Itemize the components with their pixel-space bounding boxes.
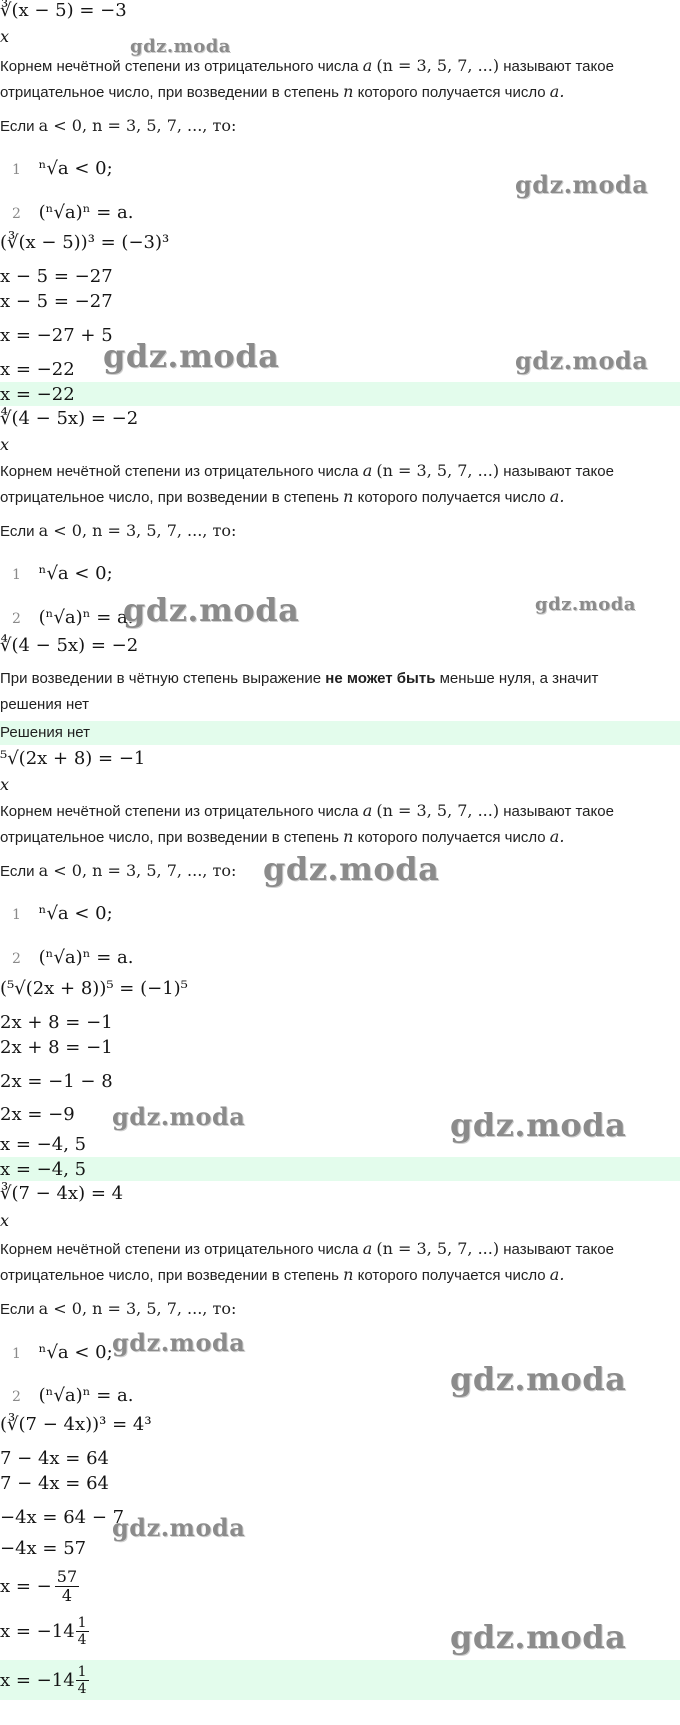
ex3-property-2 <box>12 947 133 970</box>
definition-text: отрицательное число, при возведении в степень <box>0 489 339 506</box>
list-number: 1 <box>12 1346 21 1362</box>
if-text: Если <box>0 523 35 540</box>
property-text: (ⁿ√a)ⁿ = a. <box>38 202 134 223</box>
ex3-step-5: x = −4, 5 <box>0 1134 87 1155</box>
definition-text: Корнем нечётной степени из отрицательного числа <box>0 463 359 480</box>
property-text: (ⁿ√a)ⁿ = a. <box>38 947 134 968</box>
ex2-if-line <box>0 520 236 543</box>
note-text: меньше нуля, а значит <box>439 670 599 687</box>
ex1-property-1 <box>12 158 113 181</box>
fraction-prefix: x = −14 <box>0 1620 75 1642</box>
definition-text: отрицательное число, при возведении в степень <box>0 829 339 846</box>
definition-text: называют такое <box>503 58 614 75</box>
fraction-denominator: 4 <box>77 1681 87 1697</box>
watermark: gdz.moda <box>112 1328 246 1357</box>
definition-condition: (n = 3, 5, 7, ...) <box>376 56 500 75</box>
definition-var-a: a <box>362 801 373 820</box>
fraction-numerator: 1 <box>77 1664 87 1680</box>
definition-text: которого получается число <box>357 489 546 506</box>
watermark: gdz.moda <box>103 337 280 375</box>
watermark: gdz.moda <box>515 170 649 199</box>
ex1-if-line <box>0 115 236 138</box>
fraction-prefix: x = − <box>0 1575 52 1597</box>
ex3-raise: (⁵√(2x + 8))⁵ = (−1)⁵ <box>0 978 188 999</box>
ex2-property-2 <box>12 607 133 630</box>
definition-text: Корнем нечётной степени из отрицательного числа <box>0 803 359 820</box>
definition-text: называют такое <box>503 1241 614 1258</box>
if-condition: a < 0, n = 3, 5, 7, ..., то: <box>38 1299 237 1318</box>
fraction-numerator: 1 <box>77 1615 87 1631</box>
definition-condition: (n = 3, 5, 7, ...) <box>376 1239 500 1258</box>
if-condition: a < 0, n = 3, 5, 7, ..., то: <box>38 116 237 135</box>
ex3-step-1: 2x + 8 = −1 <box>0 1012 113 1033</box>
ex4-definition-line2 <box>0 1264 564 1287</box>
ex2-note-line2: решения нет <box>0 696 90 713</box>
property-text: (ⁿ√a)ⁿ = a. <box>38 1385 134 1406</box>
definition-text: которого получается число <box>357 829 546 846</box>
property-text: ⁿ√a < 0; <box>38 563 113 584</box>
definition-var-n: n <box>343 82 354 101</box>
if-text: Если <box>0 1301 35 1318</box>
watermark: gdz.moda <box>515 346 649 375</box>
ex3-step-3: 2x = −1 − 8 <box>0 1071 113 1092</box>
ex2-definition-line2 <box>0 486 564 509</box>
ex4-step-1: 7 − 4x = 64 <box>0 1448 110 1469</box>
ex4-if-line <box>0 1298 236 1321</box>
watermark: gdz.moda <box>450 1106 627 1144</box>
definition-var-a: a. <box>549 827 565 846</box>
ex1-variable: x <box>0 27 10 46</box>
ex1-step-2: x − 5 = −27 <box>0 291 113 312</box>
ex2-repeat: ∜(4 − 5x) = −2 <box>0 635 139 656</box>
fraction <box>76 1664 89 1697</box>
fraction-numerator: 57 <box>56 1567 78 1586</box>
ex2-variable: x <box>0 435 10 454</box>
ex4-step-2: 7 − 4x = 64 <box>0 1473 110 1494</box>
ex2-answer: Решения нет <box>0 724 91 741</box>
ex1-definition-line1 <box>0 55 614 78</box>
ex1-definition-line2 <box>0 81 564 104</box>
fraction-denominator: 4 <box>77 1632 87 1648</box>
definition-text: отрицательное число, при возведении в степень <box>0 1267 339 1284</box>
ex3-if-line <box>0 860 236 883</box>
definition-var-a: a <box>362 1239 373 1258</box>
ex1-answer: x = −22 <box>0 384 75 405</box>
definition-var-a: a. <box>549 1265 565 1284</box>
note-bold-text: не может быть <box>325 670 436 687</box>
list-number: 2 <box>12 1389 21 1405</box>
definition-var-a: a <box>362 461 373 480</box>
watermark: gdz.moda <box>263 850 440 888</box>
ex4-step-4: −4x = 57 <box>0 1538 87 1559</box>
fraction <box>76 1615 89 1648</box>
definition-var-n: n <box>343 1265 354 1284</box>
ex2-equation: ∜(4 − 5x) = −2 <box>0 408 139 429</box>
definition-text: Корнем нечётной степени из отрицательного числа <box>0 1241 359 1258</box>
ex1-step-4: x = −22 <box>0 359 75 380</box>
ex2-definition-line1 <box>0 460 614 483</box>
list-number: 1 <box>12 162 21 178</box>
note-text: При возведении в чётную степень выражение <box>0 670 322 687</box>
watermark: gdz.moda <box>112 1102 246 1131</box>
definition-var-a: a. <box>549 487 565 506</box>
ex1-raise: (∛(x − 5))³ = (−3)³ <box>0 232 170 253</box>
fraction-denominator: 4 <box>61 1586 73 1605</box>
ex4-property-1 <box>12 1342 113 1365</box>
ex4-property-2 <box>12 1385 133 1408</box>
ex3-property-1 <box>12 903 113 926</box>
definition-text: отрицательное число, при возведении в степень <box>0 84 339 101</box>
list-number: 2 <box>12 611 21 627</box>
definition-var-n: n <box>343 487 354 506</box>
property-text: (ⁿ√a)ⁿ = a. <box>38 607 134 628</box>
answer-highlight-2 <box>0 721 680 745</box>
answer-highlight-4 <box>0 1660 680 1700</box>
ex4-step-3: −4x = 64 − 7 <box>0 1507 125 1528</box>
definition-text: которого получается число <box>357 1267 546 1284</box>
definition-condition: (n = 3, 5, 7, ...) <box>376 801 500 820</box>
fraction-prefix: x = −14 <box>0 1669 75 1691</box>
definition-var-a: a. <box>549 82 565 101</box>
ex3-definition-line1 <box>0 800 614 823</box>
watermark: gdz.moda <box>450 1618 627 1656</box>
if-condition: a < 0, n = 3, 5, 7, ..., то: <box>38 861 237 880</box>
watermark: gdz.moda <box>123 591 300 629</box>
list-number: 2 <box>12 951 21 967</box>
ex4-step-6 <box>0 1615 89 1648</box>
fraction <box>55 1568 79 1605</box>
definition-text: которого получается число <box>357 84 546 101</box>
watermark: gdz.moda <box>112 1513 246 1542</box>
ex3-answer: x = −4, 5 <box>0 1159 87 1180</box>
watermark: gdz.moda <box>535 594 636 615</box>
ex3-definition-line2 <box>0 826 564 849</box>
answer-highlight-3 <box>0 1157 680 1181</box>
definition-text: Корнем нечётной степени из отрицательного числа <box>0 58 359 75</box>
if-text: Если <box>0 118 35 135</box>
ex3-step-4: 2x = −9 <box>0 1104 75 1125</box>
property-text: ⁿ√a < 0; <box>38 1342 113 1363</box>
ex4-equation: ∛(7 − 4x) = 4 <box>0 1183 124 1204</box>
definition-text: называют такое <box>503 803 614 820</box>
ex4-variable: x <box>0 1211 10 1230</box>
if-condition: a < 0, n = 3, 5, 7, ..., то: <box>38 521 237 540</box>
property-text: ⁿ√a < 0; <box>38 158 113 179</box>
definition-var-n: n <box>343 827 354 846</box>
ex3-step-2: 2x + 8 = −1 <box>0 1037 113 1058</box>
list-number: 1 <box>12 907 21 923</box>
list-number: 2 <box>12 206 21 222</box>
ex1-step-1: x − 5 = −27 <box>0 266 113 287</box>
definition-condition: (n = 3, 5, 7, ...) <box>376 461 500 480</box>
ex1-step-3: x = −27 + 5 <box>0 325 113 346</box>
ex2-property-1 <box>12 563 113 586</box>
ex3-equation: ⁵√(2x + 8) = −1 <box>0 748 146 769</box>
definition-var-a: a <box>362 56 373 75</box>
property-text: ⁿ√a < 0; <box>38 903 113 924</box>
watermark: gdz.moda <box>450 1360 627 1398</box>
ex4-raise: (∛(7 − 4x))³ = 4³ <box>0 1414 152 1435</box>
ex1-equation: ∛(x − 5) = −3 <box>0 0 127 21</box>
ex4-step-5 <box>0 1568 79 1605</box>
definition-text: называют такое <box>503 463 614 480</box>
ex4-answer <box>0 1664 89 1697</box>
ex1-property-2 <box>12 202 133 225</box>
ex2-note-line1 <box>0 668 598 690</box>
list-number: 1 <box>12 567 21 583</box>
ex4-definition-line1 <box>0 1238 614 1261</box>
if-text: Если <box>0 863 35 880</box>
answer-highlight-1 <box>0 382 680 406</box>
watermark: gdz.moda <box>130 36 231 57</box>
ex3-variable: x <box>0 775 10 794</box>
